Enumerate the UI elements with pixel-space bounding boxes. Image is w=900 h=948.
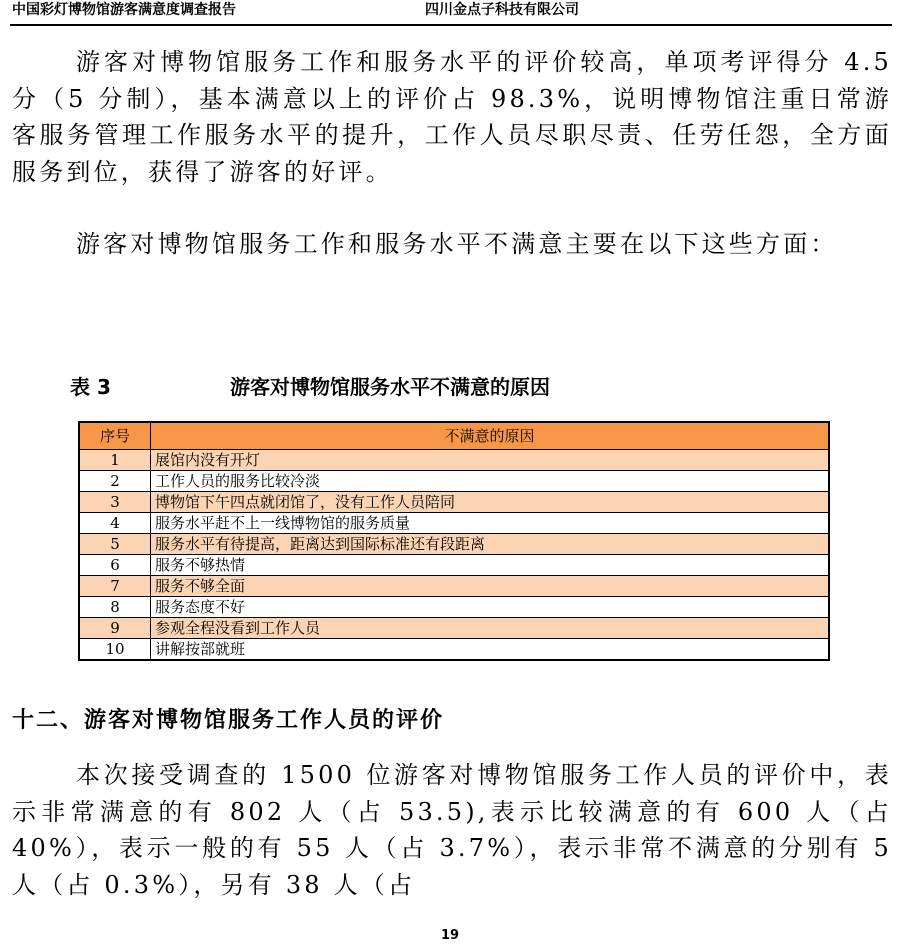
row-number: 10 — [79, 639, 151, 661]
row-number: 2 — [79, 471, 151, 492]
row-number: 8 — [79, 597, 151, 618]
evaluation-paragraph: 游客对博物馆服务工作和服务水平的评价较高，单项考评得分 4.5 分（5 分制），基本满意以上的评价占 98.3%，说明博物馆注重日常游客服务管理工作服务水平的提升，工作人员尽职尽责、任劳任怨，全方面服务到位，获得了游客的好评。 — [12, 48, 892, 186]
column-header-number: 序号 — [79, 422, 151, 450]
table-row — [79, 450, 829, 471]
dissatisfaction-reasons-table — [78, 421, 830, 661]
table-row — [79, 492, 829, 513]
staff-evaluation-paragraph: 本次接受调查的 1500 位游客对博物馆服务工作人员的评价中，表示非常满意的有 802 人（占 53.5),表示比较满意的有 600 人（占 40%），表示一般的有 55 人（占 3.7%），表示非常不满意的分别有 5 人（占 0.3%），另有 38 人（占 — [12, 761, 892, 899]
row-number: 7 — [79, 576, 151, 597]
table-caption — [70, 372, 830, 402]
dissatisfaction-intro-paragraph: 游客对博物馆服务工作和服务水平不满意主要在以下这些方面： — [76, 230, 838, 258]
section-heading: 十二、游客对博物馆服务工作人员的评价 — [12, 708, 445, 733]
column-header-reason: 不满意的原因 — [151, 422, 830, 450]
company-name: 四川金点子科技有限公司 — [425, 2, 579, 18]
table-header-row — [79, 422, 829, 450]
row-reason: 参观全程没看到工作人员 — [151, 618, 830, 639]
table-row — [79, 597, 829, 618]
table-row — [79, 555, 829, 576]
table-row — [79, 534, 829, 555]
row-number: 1 — [79, 450, 151, 471]
table-title: 游客对博物馆服务水平不满意的原因 — [230, 375, 550, 399]
row-reason: 服务不够热情 — [151, 555, 830, 576]
report-title: 中国彩灯博物馆游客满意度调查报告 — [12, 2, 236, 18]
row-number: 9 — [79, 618, 151, 639]
row-reason: 服务态度不好 — [151, 597, 830, 618]
row-reason: 服务水平有待提高，距离达到国际标准还有段距离 — [151, 534, 830, 555]
table-row — [79, 639, 829, 661]
row-number: 5 — [79, 534, 151, 555]
table-row — [79, 618, 829, 639]
page-header — [12, 0, 892, 22]
row-reason: 服务不够全面 — [151, 576, 830, 597]
row-reason: 服务水平赶不上一线博物馆的服务质量 — [151, 513, 830, 534]
row-reason: 讲解按部就班 — [151, 639, 830, 661]
page-number: 19 — [440, 928, 460, 943]
row-number: 4 — [79, 513, 151, 534]
row-number: 6 — [79, 555, 151, 576]
table-row — [79, 576, 829, 597]
table-row — [79, 513, 829, 534]
row-reason: 博物馆下午四点就闭馆了，没有工作人员陪同 — [151, 492, 830, 513]
row-reason: 展馆内没有开灯 — [151, 450, 830, 471]
table-number: 表 3 — [70, 375, 111, 399]
row-number: 3 — [79, 492, 151, 513]
row-reason: 工作人员的服务比较冷淡 — [151, 471, 830, 492]
table-row — [79, 471, 829, 492]
header-divider — [10, 24, 892, 26]
